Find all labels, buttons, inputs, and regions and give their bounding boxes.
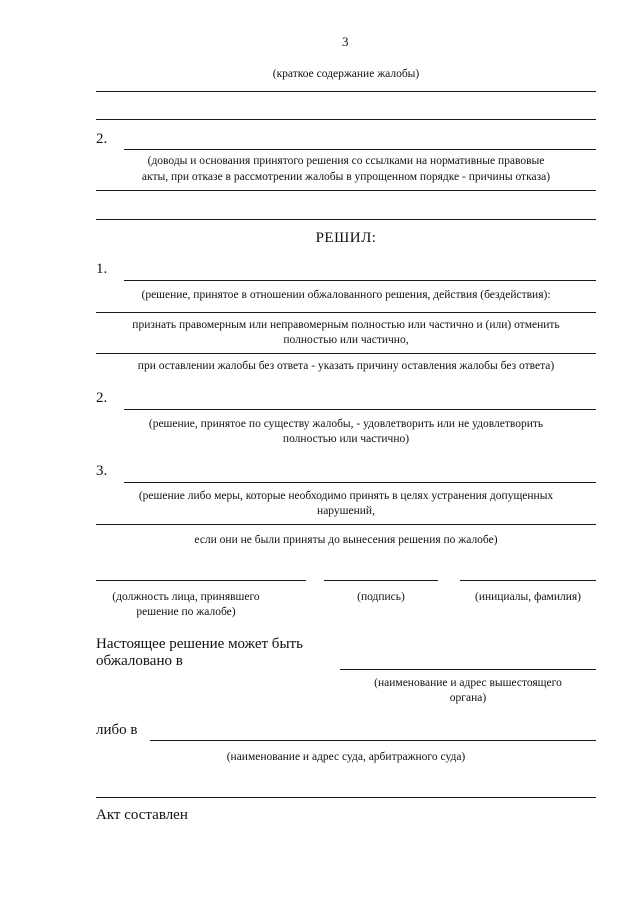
decision-item-1-caption-line4: при оставлении жалобы без ответа - указать причину оставления жалобы без ответа) <box>137 360 555 372</box>
decision-item-1-caption-line2: признать правомерным или неправомерным полностью или частично и (или) отменить <box>132 319 560 331</box>
decision-item-2-caption-line2: полностью или частично) <box>282 433 410 445</box>
blank-line <box>96 119 596 120</box>
higher-body-caption-line1: (наименование и адрес вышестоящего <box>374 677 562 689</box>
decision-item-2-caption-line1: (решение, принятое по существу жалобы, - удовлетворить или не удовлетворить <box>148 418 544 430</box>
blank-line <box>340 669 596 670</box>
act-label: Акт составлен <box>96 807 188 823</box>
section-2-number: 2. <box>96 131 108 147</box>
blank-line <box>96 797 596 798</box>
higher-body-caption-line2: органа) <box>449 692 487 704</box>
name-signature-line <box>460 580 596 581</box>
position-caption-line2: решение по жалобе) <box>136 606 236 618</box>
signature-caption: (подпись) <box>357 591 405 603</box>
blank-line <box>150 740 596 741</box>
blank-line <box>96 190 596 191</box>
decision-item-3-caption-line2: нарушений, <box>317 505 375 517</box>
blank-line <box>96 353 596 354</box>
decision-item-1-number: 1. <box>96 261 108 277</box>
blank-line <box>124 149 596 150</box>
or-label: либо в <box>96 722 138 738</box>
position-signature-line <box>96 580 306 581</box>
decision-item-3-number: 3. <box>96 463 108 479</box>
blank-line <box>96 219 596 220</box>
decision-item-2-number: 2. <box>96 390 108 406</box>
blank-line <box>96 524 596 525</box>
decision-item-1-caption-line1: (решение, принятое в отношении обжалованного решения, действия (бездействия): <box>141 289 551 301</box>
decision-item-1-caption-line3: полностью или частично, <box>283 334 409 346</box>
blank-line <box>124 280 596 281</box>
blank-line <box>124 482 596 483</box>
caption-grounds-line1: (доводы и основания принятого решения со ссылками на нормативные правовые <box>147 155 545 167</box>
caption-grounds-line2: акты, при отказе в рассмотрении жалобы в упрощенном порядке - причины отказа) <box>141 171 551 183</box>
appeal-text-line2: обжаловано в <box>96 653 183 669</box>
decision-item-3-caption-line3: если они не были приняты до вынесения решения по жалобе) <box>194 534 498 546</box>
caption-complaint-summary: (краткое содержание жалобы) <box>272 68 420 80</box>
signature-line <box>324 580 438 581</box>
decision-title: РЕШИЛ: <box>315 230 377 246</box>
blank-line <box>96 312 596 313</box>
court-caption: (наименование и адрес суда, арбитражного суда) <box>226 751 466 763</box>
blank-line <box>96 91 596 92</box>
position-caption-line1: (должность лица, принявшего <box>112 591 260 603</box>
appeal-text-line1: Настоящее решение может быть <box>96 636 303 652</box>
name-caption: (инициалы, фамилия) <box>474 591 582 603</box>
blank-line <box>124 409 596 410</box>
page-number: 3 <box>342 34 349 49</box>
decision-item-3-caption-line1: (решение либо меры, которые необходимо принять в целях устранения допущенных <box>138 490 554 502</box>
